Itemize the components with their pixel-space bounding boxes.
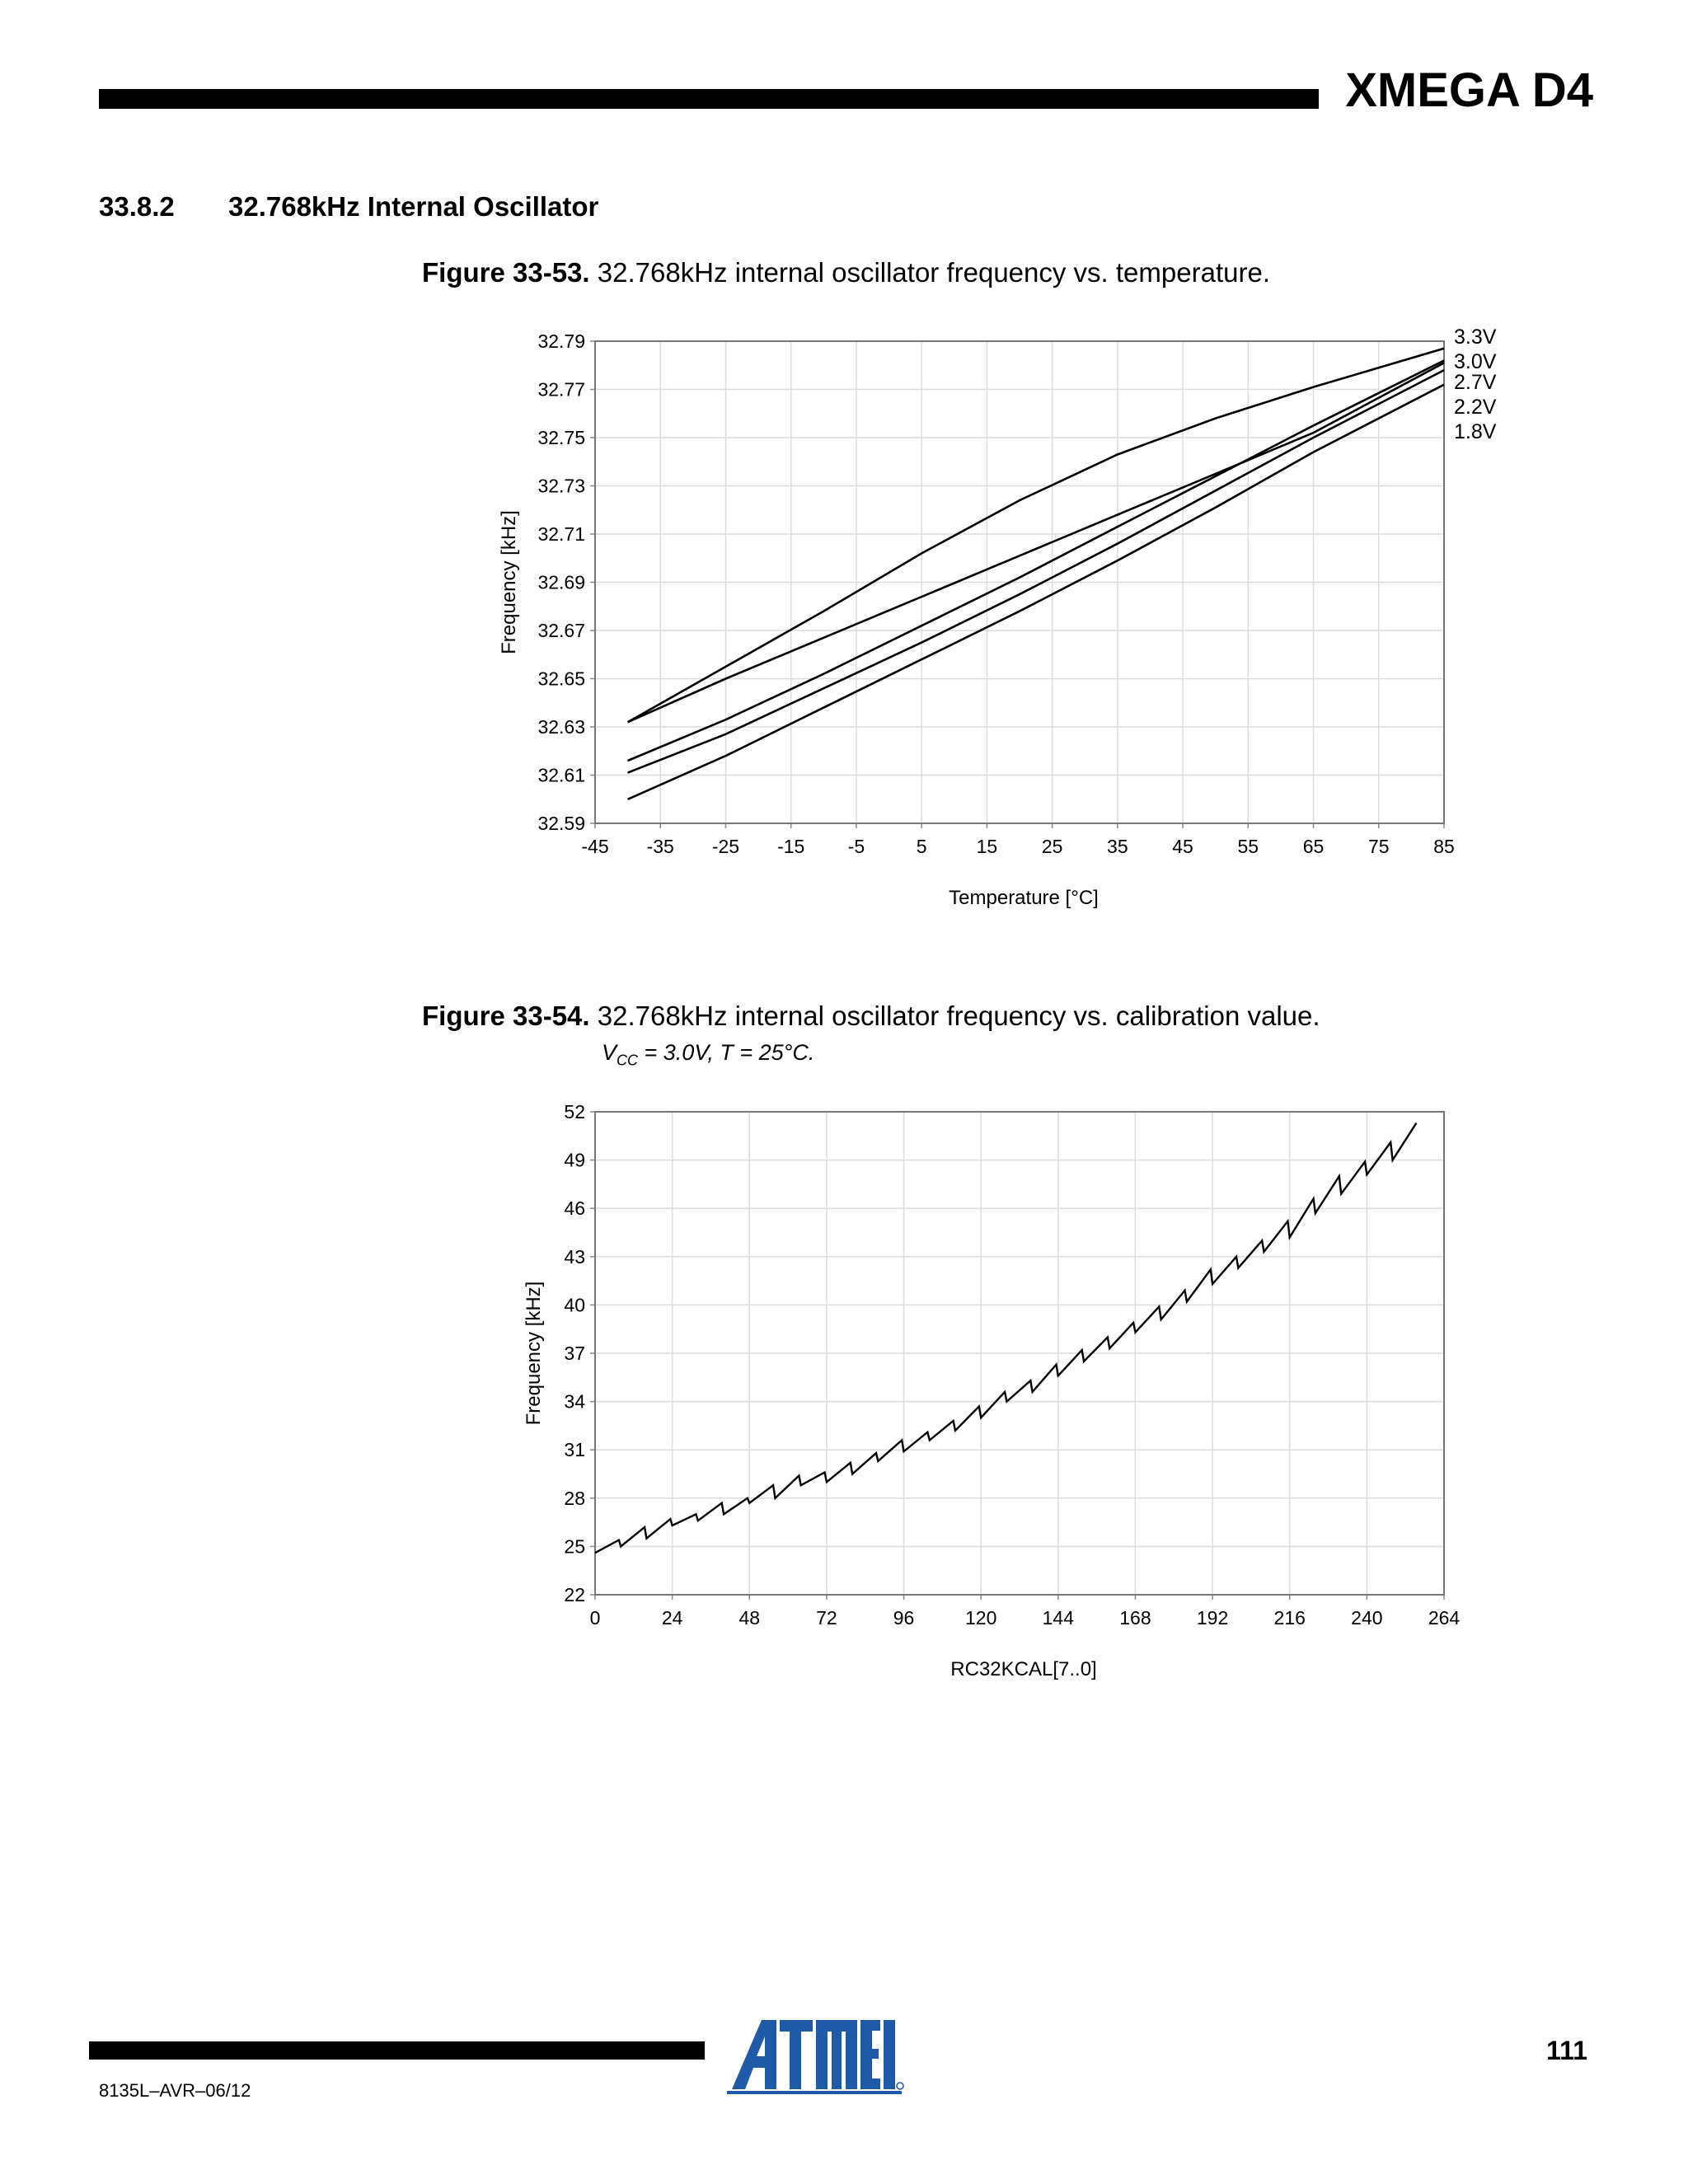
temp-y-tick-label: 32.71: [537, 523, 585, 545]
cal-x-tick-label: 168: [1119, 1607, 1151, 1629]
figure-53-label: Figure 33-53.: [422, 257, 590, 288]
cal-y-tick-label: 31: [564, 1439, 585, 1461]
cal-y-axis-label: Frequency [kHz]: [523, 1281, 545, 1426]
series-label-1.8V: 1.8V: [1454, 420, 1497, 443]
cal-y-tick-label: 52: [564, 1101, 585, 1122]
registered-mark-icon: [897, 2083, 903, 2089]
footer-rule: [89, 2041, 705, 2060]
temp-x-tick-label: -15: [777, 836, 805, 857]
vcc-subscript: CC: [617, 1052, 639, 1069]
atmel-logo: [725, 2013, 905, 2096]
figure-53-title: 32.768kHz internal oscillator frequency vs. temperature.: [597, 257, 1270, 288]
temp-y-tick-label: 32.65: [537, 668, 585, 690]
temp-y-tick-label: 32.63: [537, 716, 585, 738]
logo-letter-t-stem: [790, 2020, 801, 2089]
conditions-text: = 3.0V, T = 25°C.: [638, 1040, 815, 1065]
figure-54-title: 32.768kHz internal oscillator frequency vs. calibration value.: [597, 1001, 1320, 1031]
temp-y-tick-label: 32.61: [537, 764, 585, 786]
temp-x-tick-label: 5: [916, 836, 927, 857]
cal-x-tick-label: 96: [893, 1607, 915, 1629]
cal-x-tick-label: 48: [738, 1607, 761, 1629]
cal-x-tick-label: 144: [1042, 1607, 1075, 1629]
temp-y-tick-label: 32.59: [537, 813, 585, 834]
logo-letter-e-top: [860, 2020, 880, 2031]
series-label-3.0V: 3.0V: [1454, 350, 1497, 373]
logo-letter-e-bottom: [860, 2079, 880, 2089]
cal-y-tick-label: 22: [564, 1584, 585, 1605]
document-code: 8135L–AVR–06/12: [99, 2080, 251, 2101]
temp-x-axis-label: Temperature [°C]: [949, 887, 1099, 909]
temp-x-tick-label: 65: [1302, 836, 1325, 857]
cal-y-tick-label: 28: [564, 1487, 585, 1509]
logo-letter-l-stem: [884, 2020, 895, 2089]
temp-x-tick-label: -45: [581, 836, 609, 857]
temp-x-tick-label: 25: [1041, 836, 1063, 857]
temp-x-tick-label: 35: [1107, 836, 1128, 857]
temp-x-tick-label: 85: [1433, 836, 1455, 857]
cal-y-tick-label: 49: [564, 1149, 585, 1171]
cal-x-tick-label: 240: [1351, 1607, 1383, 1629]
section-title: 32.768kHz Internal Oscillator: [228, 191, 599, 222]
temp-x-tick-label: -25: [711, 836, 740, 857]
logo-letter-m-right: [846, 2020, 857, 2089]
cal-x-tick-label: 264: [1428, 1607, 1461, 1629]
cal-y-tick-label: 43: [564, 1245, 585, 1268]
section-number: 33.8.2: [99, 191, 175, 222]
series-label-2.7V: 2.7V: [1454, 371, 1497, 394]
temp-y-tick-label: 32.73: [537, 475, 585, 497]
cal-x-tick-label: 216: [1273, 1607, 1306, 1629]
logo-underline: [727, 2091, 902, 2094]
cal-y-tick-label: 46: [564, 1197, 585, 1220]
temp-y-tick-label: 32.69: [537, 571, 585, 593]
temp-x-tick-label: 55: [1237, 836, 1259, 857]
cal-x-tick-label: 0: [589, 1607, 601, 1629]
temp-x-tick-label: -5: [847, 836, 865, 857]
cal-y-tick-label: 37: [564, 1343, 585, 1364]
temp-x-tick-label: -35: [646, 836, 674, 857]
figure-54-label: Figure 33-54.: [422, 1001, 590, 1031]
temp-y-tick-label: 32.75: [537, 427, 585, 448]
cal-x-axis-label: RC32KCAL[7..0]: [950, 1658, 1097, 1680]
temp-y-tick-label: 32.79: [537, 330, 585, 352]
cal-x-tick-label: 72: [816, 1607, 837, 1629]
logo-letter-e-mid: [860, 2049, 879, 2059]
temp-x-tick-label: 15: [976, 836, 998, 857]
temp-y-axis-label: Frequency [kHz]: [498, 510, 520, 654]
cal-x-tick-label: 192: [1196, 1607, 1229, 1629]
temp-y-tick-label: 32.77: [537, 378, 585, 401]
logo-letter-m-mid: [832, 2020, 842, 2089]
temp-y-tick-label: 32.67: [537, 620, 585, 641]
logo-letter-a: [732, 2020, 776, 2089]
vcc-symbol: V: [602, 1040, 617, 1065]
temp-x-tick-label: 45: [1172, 836, 1193, 857]
cal-y-tick-label: 34: [564, 1390, 585, 1413]
page-number: 111: [1546, 2036, 1587, 2065]
cal-y-tick-label: 40: [564, 1294, 585, 1316]
series-label-3.3V: 3.3V: [1454, 326, 1497, 349]
series-label-2.2V: 2.2V: [1454, 396, 1497, 419]
cal-x-tick-label: 120: [964, 1607, 997, 1629]
document-title: XMEGA D4: [1345, 63, 1593, 117]
cal-y-tick-label: 25: [564, 1535, 585, 1558]
cal-x-tick-label: 24: [661, 1607, 683, 1629]
temp-x-tick-label: 75: [1367, 836, 1390, 857]
